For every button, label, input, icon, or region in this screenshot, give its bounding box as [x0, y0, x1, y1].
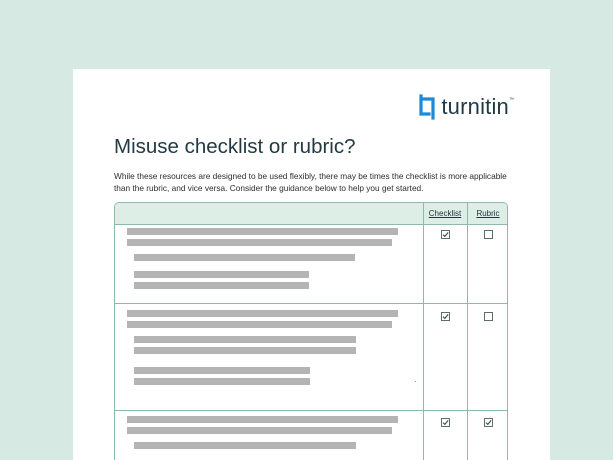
checkmark-icon: [442, 231, 449, 238]
row-2-checklist-checkbox[interactable]: [441, 312, 450, 321]
redacted-text-line: [134, 367, 310, 374]
turnitin-logo-icon: [418, 93, 436, 121]
row-2-rubric-checkbox[interactable]: [484, 312, 493, 321]
redacted-text-line: [134, 271, 309, 278]
redacted-text-line: [127, 239, 392, 246]
redacted-text-line: [134, 378, 310, 385]
redacted-text-line: [127, 427, 392, 434]
redacted-text-line: [127, 321, 392, 328]
checkmark-icon: [442, 419, 449, 426]
checklist-column-header: Checklist: [428, 209, 462, 218]
turnitin-logo: [418, 93, 514, 121]
checkmark-icon: [442, 313, 449, 320]
row-divider: [115, 303, 507, 304]
row-1-rubric-checkbox[interactable]: [484, 230, 493, 239]
brand-name: turnitin: [441, 94, 509, 119]
row-1-checklist-checkbox[interactable]: [441, 230, 450, 239]
redacted-text-line: [127, 416, 398, 423]
page-title: Misuse checklist or rubric?: [114, 135, 356, 158]
redacted-text-line: [134, 254, 355, 261]
trademark-mark: ™: [509, 97, 514, 103]
intro-paragraph: While these resources are designed to be used flexibly, there may be times the checklist is more applicable than the rubric, and vice versa. Consider the guidance below to help you get started.: [114, 171, 507, 193]
row-divider: [115, 410, 507, 411]
row-3-rubric-checkbox[interactable]: [484, 418, 493, 427]
redacted-text-line: [134, 442, 356, 449]
column-divider: [423, 203, 424, 460]
rubric-column-header: Rubric: [476, 209, 500, 218]
stray-mark: [415, 381, 416, 382]
redacted-text-line: [134, 336, 356, 343]
redacted-text-line: [127, 310, 398, 317]
redacted-text-line: [134, 347, 356, 354]
document-page: [73, 69, 550, 460]
column-divider: [467, 203, 468, 460]
redacted-text-line: [127, 228, 398, 235]
checkmark-icon: [485, 419, 492, 426]
row-3-checklist-checkbox[interactable]: [441, 418, 450, 427]
redacted-text-line: [134, 282, 309, 289]
guidance-table: [114, 202, 508, 460]
